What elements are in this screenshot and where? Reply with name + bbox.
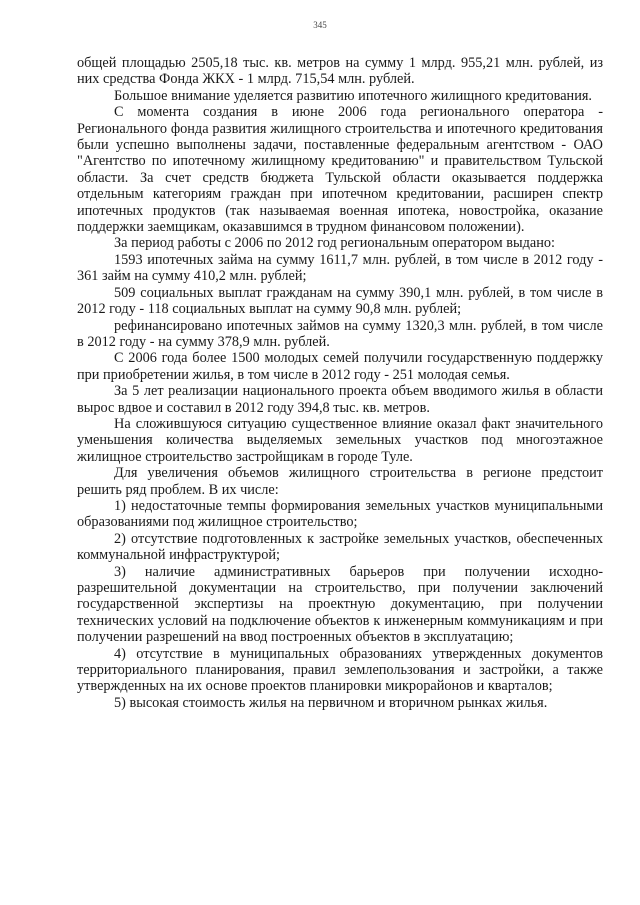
paragraph: 1593 ипотечных займа на сумму 1611,7 млн. рублей, в том числе в 2012 году - 361 займ на сумму 410,2 млн. рублей; xyxy=(77,251,603,285)
paragraph: Для увеличения объемов жилищного строительства в регионе предстоит решить ряд проблем. В их числе: xyxy=(77,465,603,498)
paragraph: 509 социальных выплат гражданам на сумму 390,1 млн. рублей, в том числе в 2012 году - 118 социальных выплат на сумму 90,8 млн. рублей; xyxy=(77,284,603,318)
paragraph: На сложившуюся ситуацию существенное влияние оказал факт значительного уменьшения количества выделяемых земельных участков под многоэтажное жилищное строительство застройщикам в городе Туле. xyxy=(77,415,603,465)
paragraph: С момента создания в июне 2006 года регионального оператора - Регионального фонда развития жилищного строительства и ипотечного кредитования были успешно выполнены задачи, поставленные федеральным агентством - ОАО "Агентство по ипотечному жилищному кредитованию" и правительством Тульской области. За счет средств бюджета Тульской области оказывается поддержка отдельным категориям граждан при ипотечном кредитовании, расширен спектр ипотечных продуктов (так называемая военная ипотека, новостройка, оказание поддержки заемщикам, оказавшимся в трудном финансовом положении). xyxy=(77,104,603,236)
paragraph: С 2006 года более 1500 молодых семей получили государственную поддержку при приобретении жилья, в том числе в 2012 году - 251 молодая семья. xyxy=(77,350,603,383)
paragraph: За 5 лет реализации национального проекта объем вводимого жилья в области вырос вдвое и составил в 2012 году 394,8 тыс. кв. метров. xyxy=(77,383,603,416)
list-item: 3) наличие административных барьеров при получении исходно-разрешительной документации на строительство, при получении заключений государственной экспертизы на проектную документацию, при получении технических условий на подключение объектов к инженерным коммуникациям и при получении разрешений на ввод построенных объектов в эксплуатацию; xyxy=(77,563,603,646)
list-item: 4) отсутствие в муниципальных образованиях утвержденных документов территориального планирования, правил землепользования и застройки, а также утвержденных на их основе проектов планировки микрорайонов и кварталов; xyxy=(77,645,603,695)
paragraph-continuation: общей площадью 2505,18 тыс. кв. метров на сумму 1 млрд. 955,21 млн. рублей, из них средства Фонда ЖКХ - 1 млрд. 715,54 млн. рублей. xyxy=(77,55,603,88)
paragraph: рефинансировано ипотечных займов на сумму 1320,3 млн. рублей, в том числе в 2012 году - на сумму 378,9 млн. рублей. xyxy=(77,317,603,350)
page-number: 345 xyxy=(313,20,327,30)
paragraph: Большое внимание уделяется развитию ипотечного жилищного кредитования. xyxy=(114,87,593,104)
document-body xyxy=(77,55,603,711)
paragraph: За период работы с 2006 по 2012 год региональным оператором выдано: xyxy=(114,235,556,252)
list-item: 1) недостаточные темпы формирования земельных участков муниципальными образованиями под жилищное строительство; xyxy=(77,497,603,531)
list-item: 5) высокая стоимость жилья на первичном и вторичном рынках жилья. xyxy=(114,694,548,711)
list-item: 2) отсутствие подготовленных к застройке земельных участков, обеспеченных коммунальной инфраструктурой; xyxy=(77,530,603,564)
